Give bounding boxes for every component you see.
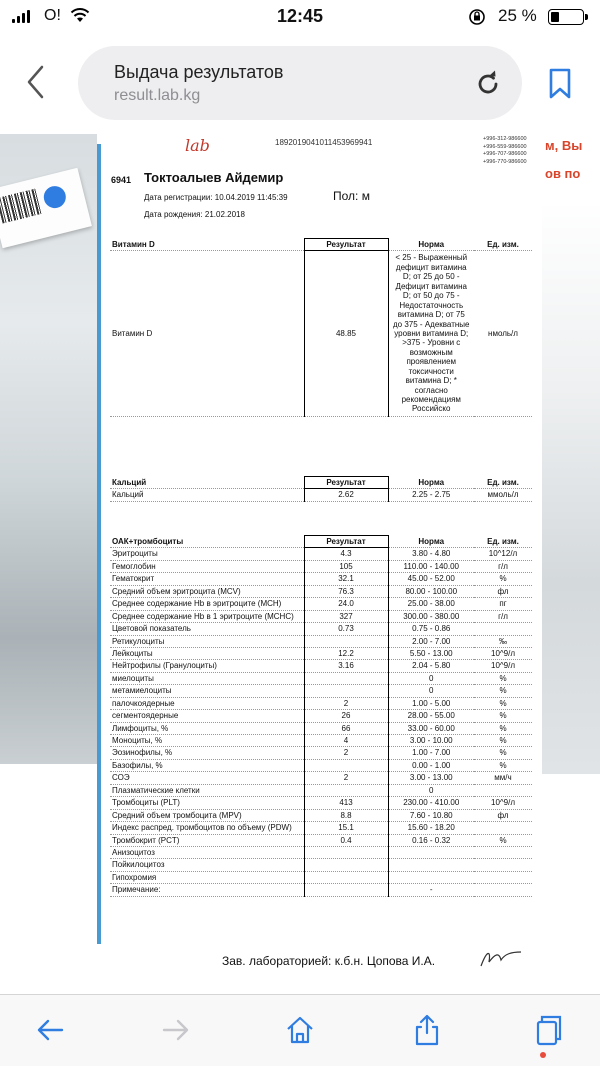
lab-logo: lab <box>185 136 210 155</box>
column-header-unit: Ед. изм. <box>474 239 532 251</box>
test-norm: 2.00 - 7.00 <box>388 635 474 647</box>
refresh-arrow-icon <box>41 184 68 211</box>
test-result <box>304 846 388 858</box>
test-norm: 0 <box>388 784 474 796</box>
table-row <box>110 697 532 709</box>
test-unit: % <box>474 697 532 709</box>
forward-icon <box>158 1013 192 1047</box>
phone: +996-770-986600 <box>483 159 527 166</box>
test-unit <box>474 884 532 896</box>
test-name: Витамин D <box>110 251 304 416</box>
battery-level <box>551 12 559 22</box>
test-norm: 230.00 - 410.00 <box>388 797 474 809</box>
phone: +996-707-986600 <box>483 151 527 158</box>
test-name: Моноциты, % <box>110 735 304 747</box>
test-norm: 3.00 - 13.00 <box>388 772 474 784</box>
test-name: Пойкилоцитоз <box>110 859 304 871</box>
test-name: миелоциты <box>110 672 304 684</box>
table-row <box>110 735 532 747</box>
table-row <box>110 846 532 858</box>
test-name: Среднее содержание Hb в 1 эритроците (MCHC) <box>110 610 304 622</box>
bookmark-icon[interactable] <box>548 68 572 100</box>
test-norm: 110.00 - 140.00 <box>388 560 474 572</box>
test-unit: 10^9/л <box>474 797 532 809</box>
barcode-icon <box>0 189 41 224</box>
test-norm: 0.75 - 0.86 <box>388 623 474 635</box>
section-title: ОАК+тромбоциты <box>110 536 304 548</box>
test-norm: 5.50 - 13.00 <box>388 647 474 659</box>
test-norm: 7.60 - 10.80 <box>388 809 474 821</box>
column-header-result: Результат <box>304 477 388 489</box>
table-row <box>110 747 532 759</box>
back-button[interactable] <box>34 1013 68 1047</box>
test-unit: г/л <box>474 560 532 572</box>
test-result: 76.3 <box>304 585 388 597</box>
test-result: 24.0 <box>304 598 388 610</box>
birth-date: Дата рождения: 21.02.2018 <box>144 210 245 219</box>
table-header-row <box>110 536 532 548</box>
table-row <box>110 647 532 659</box>
orientation-lock-icon <box>468 8 486 26</box>
back-icon[interactable] <box>22 62 52 102</box>
test-norm: 3.80 - 4.80 <box>388 548 474 560</box>
test-unit: 10^12/л <box>474 548 532 560</box>
carrier-name: O! <box>44 7 61 24</box>
test-name: Базофилы, % <box>110 759 304 771</box>
test-unit: % <box>474 573 532 585</box>
table-row <box>110 573 532 585</box>
calcium-table <box>110 476 532 502</box>
phone-list <box>483 136 527 167</box>
test-result: 4.3 <box>304 548 388 560</box>
test-name: Анизоцитоз <box>110 846 304 858</box>
table-row <box>110 772 532 784</box>
test-unit <box>474 623 532 635</box>
phone: +996-559-986600 <box>483 143 527 150</box>
test-unit: пг <box>474 598 532 610</box>
test-result: 413 <box>304 797 388 809</box>
table-header-row <box>110 239 532 251</box>
test-result <box>304 672 388 684</box>
table-row <box>110 759 532 771</box>
test-norm: 2.25 - 2.75 <box>388 489 474 501</box>
test-norm: 0.16 - 0.32 <box>388 834 474 846</box>
test-unit: % <box>474 747 532 759</box>
promo-text-2: ов по <box>545 166 581 181</box>
test-norm: 28.00 - 55.00 <box>388 710 474 722</box>
table-row <box>110 797 532 809</box>
table-row <box>110 635 532 647</box>
test-norm: 15.60 - 18.20 <box>388 822 474 834</box>
test-name: Лейкоциты <box>110 647 304 659</box>
test-result <box>304 859 388 871</box>
patient-sex: Пол: м <box>333 189 370 203</box>
test-norm <box>388 846 474 858</box>
test-unit <box>474 859 532 871</box>
test-result: 2 <box>304 772 388 784</box>
battery-icon <box>548 9 584 25</box>
barcode-number: 1892019041011453969941 <box>275 138 373 147</box>
test-result <box>304 635 388 647</box>
test-unit: % <box>474 722 532 734</box>
test-name: Нейтрофилы (Гранулоциты) <box>110 660 304 672</box>
promo-text-1: м, Вы <box>545 138 583 153</box>
test-result: 2.62 <box>304 489 388 501</box>
test-result: 3.16 <box>304 660 388 672</box>
column-header-norm: Норма <box>388 536 474 548</box>
test-norm: 0 <box>388 672 474 684</box>
test-norm: 80.00 - 100.00 <box>388 585 474 597</box>
web-content[interactable] <box>0 134 600 994</box>
page-url: result.lab.kg <box>114 87 201 104</box>
table-row <box>110 672 532 684</box>
test-name: Среднее содержание Hb в эритроците (MCH) <box>110 598 304 610</box>
test-result: 66 <box>304 722 388 734</box>
test-result: 12.2 <box>304 647 388 659</box>
table-header-row <box>110 477 532 489</box>
table-row <box>110 489 532 501</box>
test-name: палочкоядерные <box>110 697 304 709</box>
share-icon <box>410 1013 444 1047</box>
test-result: 32.1 <box>304 573 388 585</box>
test-name: Средний объем тромбоцита (MPV) <box>110 809 304 821</box>
notification-dot <box>540 1052 546 1058</box>
tabs-icon <box>532 1013 566 1047</box>
cbc-table <box>110 535 532 897</box>
forward-button[interactable] <box>158 1013 192 1047</box>
clock: 12:45 <box>276 6 324 26</box>
column-header-norm: Норма <box>388 239 474 251</box>
home-button[interactable] <box>283 1013 317 1047</box>
table-row <box>110 610 532 622</box>
table-row <box>110 871 532 883</box>
table-row <box>110 623 532 635</box>
test-name: Гипохромия <box>110 871 304 883</box>
test-result: 48.85 <box>304 251 388 416</box>
lab-report <box>97 134 542 968</box>
test-norm: 300.00 - 380.00 <box>388 610 474 622</box>
test-result <box>304 685 388 697</box>
test-norm: 3.00 - 10.00 <box>388 735 474 747</box>
test-norm: 1.00 - 5.00 <box>388 697 474 709</box>
test-norm: 0 <box>388 685 474 697</box>
table-row <box>110 884 532 896</box>
table-row <box>110 660 532 672</box>
test-result <box>304 884 388 896</box>
table-row <box>110 585 532 597</box>
column-header-result: Результат <box>304 536 388 548</box>
patient-id: 6941 <box>111 175 132 185</box>
table-row <box>110 834 532 846</box>
test-unit: % <box>474 685 532 697</box>
test-unit: % <box>474 735 532 747</box>
test-name: Средний объем эритроцита (MCV) <box>110 585 304 597</box>
table-row <box>110 251 532 416</box>
share-button[interactable] <box>410 1013 444 1047</box>
report-stripe <box>97 144 101 944</box>
test-name: Тромбокрит (PCT) <box>110 834 304 846</box>
test-norm: 33.00 - 60.00 <box>388 722 474 734</box>
test-result: 2 <box>304 747 388 759</box>
test-unit: 10^9/л <box>474 660 532 672</box>
test-name: метамиелоциты <box>110 685 304 697</box>
registration-date: Дата регистрации: 10.04.2019 11:45:39 <box>144 193 288 202</box>
table-row <box>110 685 532 697</box>
test-norm: - <box>388 884 474 896</box>
table-row <box>110 859 532 871</box>
table-row <box>110 784 532 796</box>
battery-percent: 25 % <box>498 6 537 25</box>
test-norm <box>388 871 474 883</box>
vitamin-d-table <box>110 238 532 417</box>
table-row <box>110 722 532 734</box>
back-arrow-icon <box>34 1013 68 1047</box>
test-name: Тромбоциты (PLT) <box>110 797 304 809</box>
table-row <box>110 560 532 572</box>
patient-name: Токтоалыев Айдемир <box>144 170 284 185</box>
test-unit: мм/ч <box>474 772 532 784</box>
test-norm <box>388 859 474 871</box>
test-unit <box>474 822 532 834</box>
browser-nav-bar <box>0 34 600 134</box>
column-header-norm: Норма <box>388 477 474 489</box>
section-title: Витамин D <box>110 239 304 251</box>
reload-icon[interactable] <box>474 70 502 98</box>
test-norm: 25.00 - 38.00 <box>388 598 474 610</box>
test-norm: < 25 - Выраженный дефицит витамина D; от 25 до 50 - Дефицит витамина D; от 50 до 75 - Недостаточность витамина D; от 75 до 375 - Адекватные уровни витамина D; >375 - Уровни с возможным проявлением токсичности витамина D; * согласно рекомендациям Российско <box>388 251 474 416</box>
home-icon <box>283 1013 317 1047</box>
test-result: 8.8 <box>304 809 388 821</box>
test-result <box>304 871 388 883</box>
test-unit: % <box>474 759 532 771</box>
table-row <box>110 548 532 560</box>
column-header-unit: Ед. изм. <box>474 536 532 548</box>
test-unit: ммоль/л <box>474 489 532 501</box>
table-row <box>110 598 532 610</box>
test-result: 2 <box>304 697 388 709</box>
test-name: сегментоядерные <box>110 710 304 722</box>
column-header-result: Результат <box>304 239 388 251</box>
test-unit <box>474 846 532 858</box>
test-unit: 10^9/л <box>474 647 532 659</box>
test-name: Эозинофилы, % <box>110 747 304 759</box>
test-result: 4 <box>304 735 388 747</box>
test-unit: % <box>474 710 532 722</box>
status-bar <box>0 0 600 34</box>
test-name: Гематокрит <box>110 573 304 585</box>
test-result: 15.1 <box>304 822 388 834</box>
test-norm: 0.00 - 1.00 <box>388 759 474 771</box>
phone: +996-312-986600 <box>483 136 527 142</box>
test-result <box>304 784 388 796</box>
test-name: Кальций <box>110 489 304 501</box>
test-name: Плазматические клетки <box>110 784 304 796</box>
test-unit: % <box>474 834 532 846</box>
browser-toolbar <box>0 994 600 1066</box>
test-unit: фл <box>474 585 532 597</box>
test-name: Цветовой показатель <box>110 623 304 635</box>
test-name: Лимфоциты, % <box>110 722 304 734</box>
section-title: Кальций <box>110 477 304 489</box>
test-unit: г/л <box>474 610 532 622</box>
test-unit: фл <box>474 809 532 821</box>
table-row <box>110 809 532 821</box>
test-unit <box>474 871 532 883</box>
address-bar[interactable] <box>78 46 522 120</box>
test-norm: 45.00 - 52.00 <box>388 573 474 585</box>
table-row <box>110 822 532 834</box>
test-result: 0.73 <box>304 623 388 635</box>
test-name: Индекс распред. тромбоцитов по объему (PDW) <box>110 822 304 834</box>
column-header-unit: Ед. изм. <box>474 477 532 489</box>
test-result: 0.4 <box>304 834 388 846</box>
signature-image <box>477 946 525 970</box>
test-norm: 2.04 - 5.80 <box>388 660 474 672</box>
test-unit: ‰ <box>474 635 532 647</box>
test-unit <box>474 784 532 796</box>
test-name: Примечание: <box>110 884 304 896</box>
test-name: Эритроциты <box>110 548 304 560</box>
test-name: СОЭ <box>110 772 304 784</box>
test-name: Гемоглобин <box>110 560 304 572</box>
test-result: 327 <box>304 610 388 622</box>
table-row <box>110 710 532 722</box>
test-name: Ретикулоциты <box>110 635 304 647</box>
tabs-button[interactable] <box>532 1013 566 1047</box>
test-result: 105 <box>304 560 388 572</box>
signature-line: Зав. лабораторией: к.б.н. Цопова И.А. <box>222 954 436 968</box>
test-result: 26 <box>304 710 388 722</box>
page-title: Выдача результатов <box>114 62 284 82</box>
test-norm: 1.00 - 7.00 <box>388 747 474 759</box>
test-unit: нмоль/л <box>474 251 532 416</box>
test-unit: % <box>474 672 532 684</box>
test-result <box>304 759 388 771</box>
background-photo-right <box>542 134 600 774</box>
